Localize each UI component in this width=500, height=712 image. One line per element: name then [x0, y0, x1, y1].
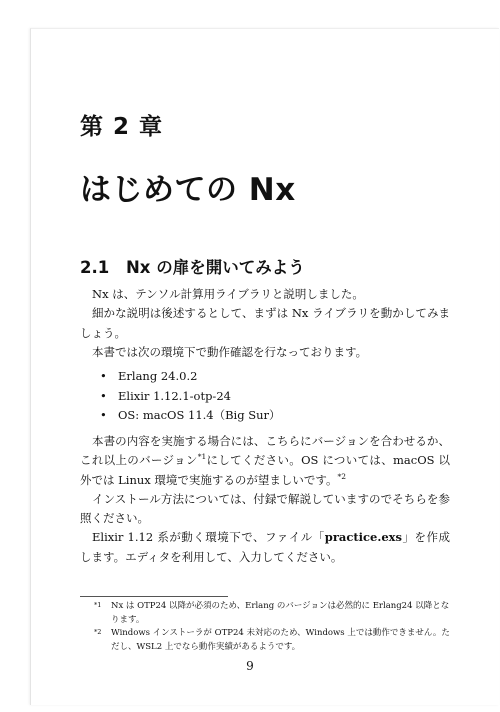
list-item: • Elixir 1.12.1-otp-24 [100, 387, 281, 407]
environment-list [100, 367, 281, 426]
paragraph [80, 432, 450, 490]
paragraph-text: 本書の内容を実施する場合には、こちらにバージョンを合わせるか、これ以上のバージョン [80, 434, 450, 468]
paragraph: 本書では次の環境下で動作確認を行なっております。 [92, 344, 368, 359]
file-name: practice.exs [324, 530, 403, 545]
chapter-title: はじめての Nx [80, 172, 296, 208]
paragraph: インストール方法については、付録で解説していますのでそちらを参照ください。 [80, 491, 450, 526]
footnotes [80, 600, 452, 654]
chapter-label: 第 2 章 [80, 114, 164, 140]
list-item: • Erlang 24.0.2 [100, 367, 281, 387]
section-title: Nx の扉を開いてみよう [126, 258, 305, 277]
footnote [80, 627, 452, 654]
footnote-ref[interactable]: *2 [337, 471, 347, 481]
footnote-divider [80, 596, 228, 597]
paragraph-text: Elixir 1.12 系が動く環境下で、ファイル「 [92, 530, 325, 545]
footnote-ref[interactable]: *1 [197, 452, 207, 462]
footnote-text: Nx は OTP24 以降が必須のため、Erlang のバージョンは必然的に Erlang24 以降となります。 [111, 601, 450, 625]
paragraph-text: 」を作成します。エディタを利用して、入力してください。 [80, 530, 450, 564]
footnote-text: Windows インストーラが OTP24 未対応のため、Windows 上では動作できません。ただし、WSL2 上でなら動作実績があるようです。 [111, 628, 450, 652]
paragraph [80, 528, 450, 567]
paragraph-text: にしてください。OS については、macOS 以外では Linux 環境で実施するのが望ましいです。 [80, 453, 450, 487]
footnote [80, 600, 452, 627]
body-text [80, 432, 450, 567]
section-heading [80, 254, 305, 278]
footnote-mark: *2 [94, 628, 102, 636]
list-item: • OS: macOS 11.4（Big Sur） [100, 406, 281, 426]
footnote-mark: *1 [94, 601, 102, 609]
section-number: 2.1 [80, 258, 110, 277]
paragraph: 細かな説明は後述するとして、まずは Nx ライブラリを動かしてみましょう。 [80, 306, 450, 340]
page-number: 9 [246, 659, 254, 673]
intro-text [80, 285, 450, 362]
paragraph: Nx は、テンソル計算用ライブラリと説明しました。 [92, 287, 364, 301]
